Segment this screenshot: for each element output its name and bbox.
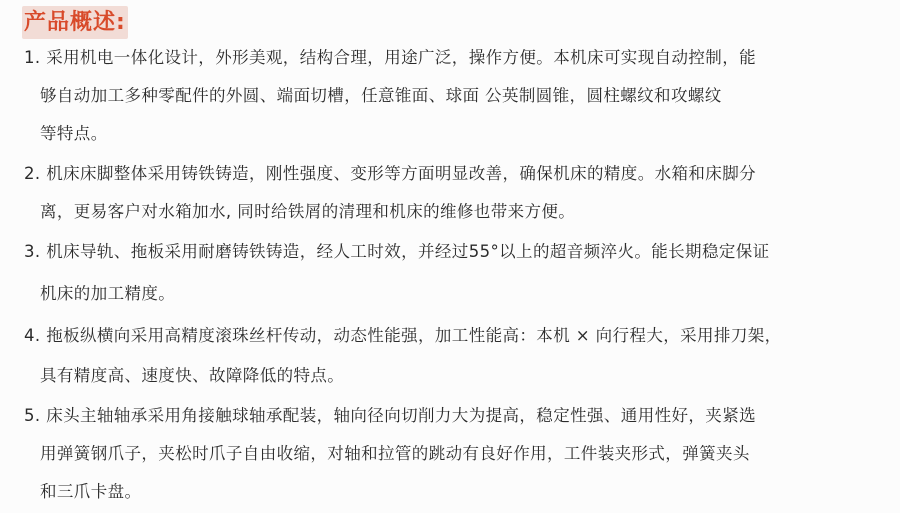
list-item-1-line-2: 够自动加工多种零配件的外圆、端面切槽，任意锥面、球面 公英制圆锥，圆柱螺纹和攻螺纹 xyxy=(40,86,722,105)
list-item-4-line-2: 具有精度高、速度快、故障降低的特点。 xyxy=(40,366,345,385)
item-text: 床头主轴轴承采用角接触球轴承配装，轴向径向切削力大为提高，稳定性强、通用性好，夹紧选 xyxy=(46,406,757,425)
list-item-2-line-2: 离，更易客户对水箱加水, 同时给铁屑的清理和机床的维修也带来方便。 xyxy=(40,202,576,221)
item-number: 1. xyxy=(24,48,41,67)
list-item-1-line-3: 等特点。 xyxy=(40,124,108,143)
item-number: 3. xyxy=(24,242,41,261)
list-item-4-line-1 xyxy=(24,324,782,348)
list-item-5-line-2: 用弹簧钢爪子，夹松时爪子自由收缩，对轴和拉管的跳动有良好作用，工件装夹形式，弹簧夹头 xyxy=(40,444,750,463)
item-text: 机床导轨、拖板采用耐磨铸铁铸造，经人工时效，并经过55°以上的超音频淬火。能长期稳定保证 xyxy=(46,242,770,261)
list-item-3-line-2: 机床的加工精度。 xyxy=(40,284,176,303)
item-number: 4. xyxy=(24,326,41,345)
list-item-5-line-1 xyxy=(24,404,756,428)
item-text: 机床床脚整体采用铸铁铸造，刚性强度、变形等方面明显改善，确保机床的精度。水箱和床脚分 xyxy=(46,164,757,183)
item-text: 拖板纵横向采用高精度滚珠丝杆传动，动态性能强，加工性能高：本机 × 向行程大，采用排刀架， xyxy=(46,326,782,345)
item-text: 采用机电一体化设计，外形美观，结构合理，用途广泛，操作方便。本机床可实现自动控制，能 xyxy=(46,48,757,67)
list-item-5-line-3: 和三爪卡盘。 xyxy=(40,482,142,501)
item-number: 5. xyxy=(24,406,41,425)
section-title: 产品概述: xyxy=(24,10,126,35)
item-number: 2. xyxy=(24,164,41,183)
list-item-3-line-1 xyxy=(24,240,770,264)
list-item-1-line-1 xyxy=(24,46,756,70)
list-item-2-line-1 xyxy=(24,162,756,186)
